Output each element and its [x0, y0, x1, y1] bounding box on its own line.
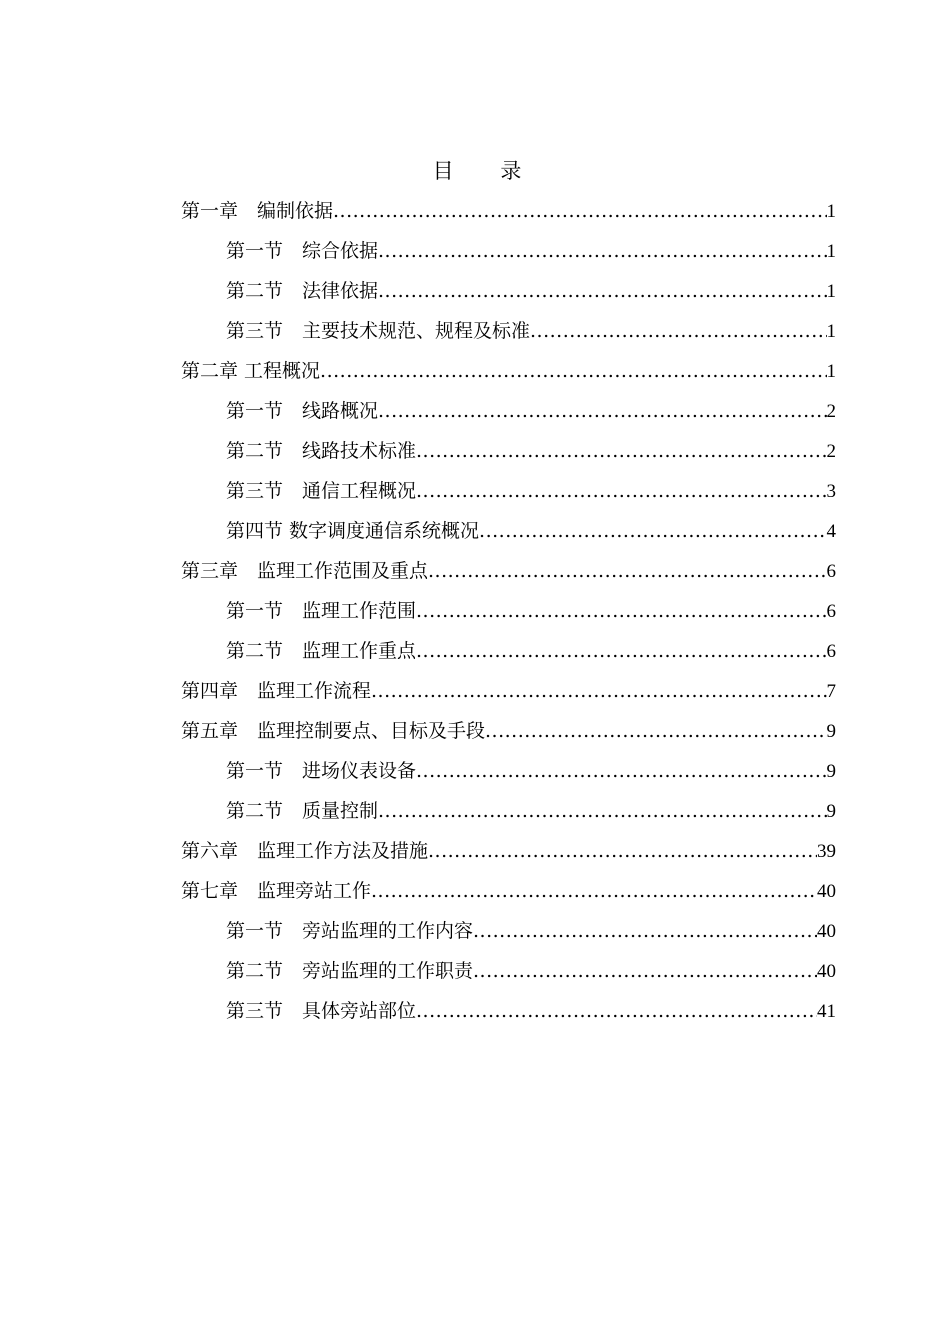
- dot-leader: [371, 871, 817, 911]
- toc-entry-label: 第七章 监理旁站工作: [181, 880, 372, 902]
- toc-section-entry[interactable]: [181, 591, 836, 631]
- toc-section-entry[interactable]: [181, 751, 836, 791]
- toc-chapter-entry[interactable]: [181, 671, 836, 711]
- toc-page-number: 4: [826, 521, 836, 542]
- toc-section-entry[interactable]: [181, 391, 836, 431]
- dot-leader: [428, 551, 826, 591]
- dot-leader: [378, 231, 826, 271]
- toc-page-number: 1: [826, 281, 836, 302]
- toc-page-number: 3: [826, 481, 836, 502]
- toc-page-number: 1: [826, 321, 836, 342]
- toc-chapter-entry[interactable]: [181, 191, 836, 231]
- table-of-contents: [181, 191, 836, 1031]
- dot-leader: [416, 591, 826, 631]
- toc-entry-label: 第二节 线路技术标准: [226, 440, 417, 462]
- toc-page-number: 1: [826, 361, 836, 382]
- toc-page-number: 40: [817, 921, 836, 942]
- dot-leader: [371, 671, 826, 711]
- dot-leader: [416, 631, 826, 671]
- toc-section-entry[interactable]: [181, 471, 836, 511]
- toc-entry-label: 第四节 数字调度通信系统概况: [226, 520, 480, 542]
- toc-page-number: 40: [817, 881, 836, 902]
- toc-entry-label: 第一节 监理工作范围: [226, 600, 417, 622]
- toc-entry-label: 第一节 综合依据: [226, 240, 379, 262]
- dot-leader: [378, 271, 826, 311]
- toc-page-number: 6: [826, 561, 836, 582]
- toc-chapter-entry[interactable]: [181, 351, 836, 391]
- toc-section-entry[interactable]: [181, 951, 836, 991]
- dot-leader: [485, 711, 826, 751]
- toc-entry-label: 第三章 监理工作范围及重点: [181, 560, 429, 582]
- dot-leader: [378, 391, 826, 431]
- toc-page-number: 2: [826, 401, 836, 422]
- toc-title: 目 录: [432, 159, 542, 183]
- toc-chapter-entry[interactable]: [181, 831, 836, 871]
- toc-section-entry[interactable]: [181, 791, 836, 831]
- toc-page-number: 7: [826, 681, 836, 702]
- toc-entry-label: 第一节 旁站监理的工作内容: [226, 920, 474, 942]
- dot-leader: [473, 951, 817, 991]
- toc-section-entry[interactable]: [181, 271, 836, 311]
- dot-leader: [428, 831, 817, 871]
- toc-entry-label: 第二节 监理工作重点: [226, 640, 417, 662]
- toc-entry-label: 第一节 线路概况: [226, 400, 379, 422]
- toc-chapter-entry[interactable]: [181, 871, 836, 911]
- toc-page-number: 39: [817, 841, 836, 862]
- toc-page-number: 9: [826, 801, 836, 822]
- dot-leader: [473, 911, 817, 951]
- toc-page-number: 41: [817, 1001, 836, 1022]
- dot-leader: [333, 191, 826, 231]
- toc-page-number: 40: [817, 961, 836, 982]
- toc-page-number: 9: [826, 761, 836, 782]
- toc-entry-label: 第二节 旁站监理的工作职责: [226, 960, 474, 982]
- toc-entry-label: 第二章 工程概况: [181, 360, 321, 382]
- toc-entry-label: 第六章 监理工作方法及措施: [181, 840, 429, 862]
- dot-leader: [416, 431, 826, 471]
- toc-section-entry[interactable]: [181, 911, 836, 951]
- toc-page-number: 6: [826, 641, 836, 662]
- toc-page-number: 9: [826, 721, 836, 742]
- dot-leader: [416, 471, 826, 511]
- toc-entry-label: 第三节 具体旁站部位: [226, 1000, 417, 1022]
- toc-page-number: 1: [826, 201, 836, 222]
- dot-leader: [416, 751, 826, 791]
- toc-page-number: 1: [826, 241, 836, 262]
- dot-leader: [378, 791, 826, 831]
- dot-leader: [416, 991, 817, 1031]
- dot-leader: [530, 311, 826, 351]
- toc-chapter-entry[interactable]: [181, 711, 836, 751]
- toc-page-number: 2: [826, 441, 836, 462]
- toc-entry-label: 第三节 通信工程概况: [226, 480, 417, 502]
- toc-entry-label: 第一节 进场仪表设备: [226, 760, 417, 782]
- dot-leader: [479, 511, 826, 551]
- toc-section-entry[interactable]: [181, 631, 836, 671]
- toc-chapter-entry[interactable]: [181, 551, 836, 591]
- toc-page-number: 6: [826, 601, 836, 622]
- toc-entry-label: 第二节 质量控制: [226, 800, 379, 822]
- toc-entry-label: 第三节 主要技术规范、规程及标准: [226, 320, 531, 342]
- toc-section-entry[interactable]: [181, 431, 836, 471]
- toc-entry-label: 第四章 监理工作流程: [181, 680, 372, 702]
- toc-section-entry[interactable]: [181, 311, 836, 351]
- toc-section-entry[interactable]: [181, 991, 836, 1031]
- toc-entry-label: 第一章 编制依据: [181, 200, 334, 222]
- dot-leader: [320, 351, 826, 391]
- toc-entry-label: 第二节 法律依据: [226, 280, 379, 302]
- toc-section-entry[interactable]: [181, 231, 836, 271]
- toc-entry-label: 第五章 监理控制要点、目标及手段: [181, 720, 486, 742]
- toc-section-entry[interactable]: [181, 511, 836, 551]
